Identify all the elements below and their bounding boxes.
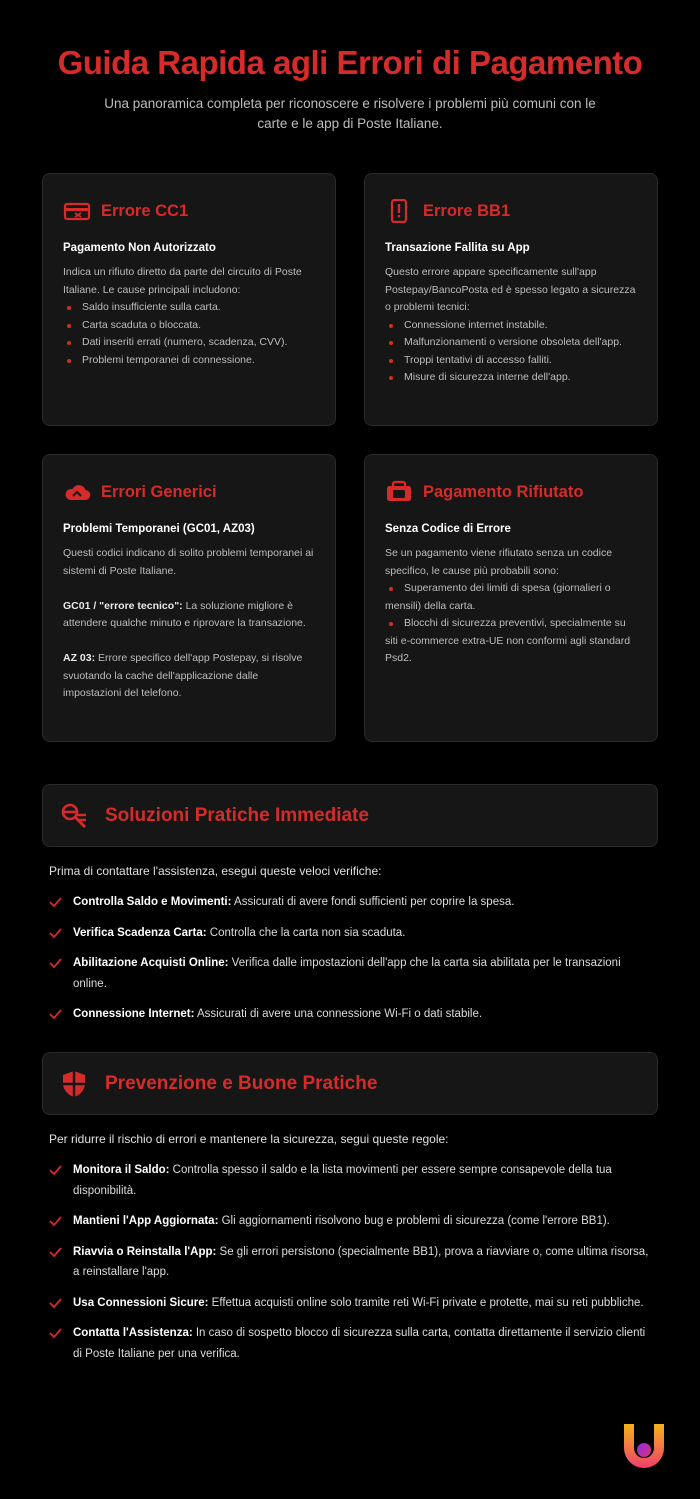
item-text: In caso di sospetto blocco di sicurezza sulla carta, contatta direttamente il servizio clienti di Poste Italiane per una verifica.	[73, 1327, 646, 1360]
checklist-item	[49, 892, 649, 913]
check-icon	[49, 1297, 62, 1309]
check-icon	[49, 1246, 62, 1258]
list-item: Blocchi di sicurezza preventivi, specialmente su siti e-commerce extra-UE non conformi agli standard Psd2.	[385, 615, 637, 668]
list-item: Connessione internet instabile.	[385, 317, 637, 335]
card-title: Errore BB1	[423, 201, 511, 220]
list-item: Malfunzionamenti o versione obsoleta dell'app.	[385, 334, 637, 352]
card-pagamento-rifiutato	[364, 454, 658, 742]
prevention-checklist	[49, 1160, 649, 1364]
cause-list	[385, 317, 637, 387]
page-subtitle: Una panoramica completa per riconoscere e risolvere i problemi più comuni con le carte e le app di Poste Italiane.	[104, 96, 596, 131]
brand-logo-icon	[620, 1420, 668, 1470]
card-description: Indica un rifiuto diretto da parte del circuito di Poste Italiane. Le cause principali includono:	[63, 266, 302, 296]
item-text: Verifica dalle impostazioni dell'app che la carta sia abilitata per le transazioni online.	[73, 957, 621, 990]
card-subtitle: Senza Codice di Errore	[385, 523, 511, 535]
checklist-item	[49, 1004, 649, 1025]
list-item: Carta scaduta o bloccata.	[63, 317, 315, 335]
item-label: Usa Connessioni Sicure:	[73, 1296, 209, 1309]
item-text: Assicurati di avere fondi sufficienti per coprire la spesa.	[231, 896, 515, 908]
item-label: Mantieni l'App Aggiornata:	[73, 1215, 219, 1227]
card-errore-bb1	[364, 173, 658, 426]
card-paragraph	[63, 650, 315, 703]
credit-card-icon	[63, 199, 91, 223]
list-item: Problemi temporanei di connessione.	[63, 352, 315, 370]
card-subtitle: Transazione Fallita su App	[385, 242, 530, 254]
item-label: Controlla Saldo e Movimenti:	[73, 896, 232, 908]
item-label: Contatta l'Assistenza:	[73, 1327, 193, 1339]
section-title: Prevenzione e Buone Pratiche	[105, 1072, 378, 1094]
checklist-item	[49, 1242, 649, 1283]
cloud-alert-icon	[63, 480, 91, 504]
item-label: Connessione Internet:	[73, 1008, 195, 1020]
code-label: GC01 / "errore tecnico":	[63, 599, 183, 612]
solutions-header	[42, 784, 658, 847]
card-title: Errori Generici	[101, 482, 217, 501]
prevention-intro: Per ridurre il rischio di errori e mantenere la sicurezza, segui queste regole:	[49, 1132, 449, 1146]
card-subtitle: Problemi Temporanei (GC01, AZ03)	[63, 523, 255, 535]
shield-icon	[59, 1069, 89, 1099]
item-label: Abilitazione Acquisti Online:	[73, 957, 229, 969]
card-subtitle: Pagamento Non Autorizzato	[63, 242, 216, 254]
list-item: Superamento dei limiti di spesa (giornalieri o mensili) della carta.	[385, 580, 637, 615]
check-icon	[49, 1327, 62, 1339]
section-title: Soluzioni Pratiche Immediate	[105, 804, 369, 826]
checklist-item	[49, 953, 649, 994]
card-title: Errore CC1	[101, 201, 189, 220]
card-description: Questi codici indicano di solito problemi temporanei ai sistemi di Poste Italiane.	[63, 547, 314, 577]
item-text: Controlla che la carta non sia scaduta.	[206, 926, 406, 939]
card-paragraph	[63, 598, 315, 633]
cause-list	[385, 580, 637, 668]
check-icon	[49, 896, 62, 908]
item-label: Riavvia o Reinstalla l'App:	[73, 1245, 217, 1258]
card-title: Pagamento Rifiutato	[423, 482, 584, 501]
check-icon	[49, 1008, 62, 1020]
cause-list	[63, 299, 315, 369]
code-label: AZ 03:	[63, 652, 96, 664]
page-title: Guida Rapida agli Errori di Pagamento	[57, 44, 643, 81]
item-text: Gli aggiornamenti risolvono bug e problemi di sicurezza (come l'errore BB1).	[218, 1215, 610, 1227]
blocked-card-icon	[385, 480, 413, 504]
solutions-intro: Prima di contattare l'assistenza, esegui queste veloci verifiche:	[49, 864, 382, 878]
card-errori-generici	[42, 454, 336, 742]
solutions-checklist	[49, 892, 649, 1025]
code-explanation: Errore specifico dell'app Postepay, si risolve svuotando la cache dell'applicazione dalle impostazioni del telefono.	[63, 652, 303, 699]
checklist-item	[49, 1323, 649, 1364]
item-text: Controlla spesso il saldo e la lista movimenti per essere sempre consapevole della tua disponibilità.	[73, 1164, 612, 1197]
check-icon	[49, 1164, 62, 1176]
card-description: Se un pagamento viene rifiutato senza un codice specifico, le cause più probabili sono:	[385, 547, 613, 577]
item-text: Se gli errori persistono (specialmente BB1), prova a riavviare o, come ultima risorsa, a reinstallare l'app.	[73, 1245, 649, 1278]
item-label: Monitora il Saldo:	[73, 1164, 170, 1176]
check-icon	[49, 1215, 62, 1227]
item-text: Assicurati di avere una connessione Wi-Fi o dati stabile.	[194, 1008, 483, 1020]
checklist-item	[49, 1211, 649, 1232]
list-item: Misure di sicurezza interne dell'app.	[385, 369, 637, 387]
list-item: Dati inseriti errati (numero, scadenza, CVV).	[63, 334, 315, 352]
checklist-item	[49, 923, 649, 944]
check-icon	[49, 957, 62, 969]
check-icon	[49, 927, 62, 939]
prevention-header	[42, 1052, 658, 1115]
card-errore-cc1	[42, 173, 336, 426]
item-label: Verifica Scadenza Carta:	[73, 926, 207, 939]
phone-alert-icon	[385, 199, 413, 223]
list-item: Saldo insufficiente sulla carta.	[63, 299, 315, 317]
checklist-item	[49, 1160, 649, 1201]
item-text: Effettua acquisti online solo tramite reti Wi-Fi private e protette, mai su reti pubbliche.	[208, 1296, 644, 1309]
list-item: Troppi tentativi di accesso falliti.	[385, 352, 637, 370]
code-explanation: La soluzione migliore è attendere qualche minuto e riprovare la transazione.	[63, 599, 306, 629]
checklist-item	[49, 1293, 649, 1314]
tools-icon	[59, 801, 89, 831]
card-description: Questo errore appare specificamente sull'app Postepay/BancoPosta ed è spesso legato a sicurezza o problemi tecnici:	[385, 266, 636, 313]
